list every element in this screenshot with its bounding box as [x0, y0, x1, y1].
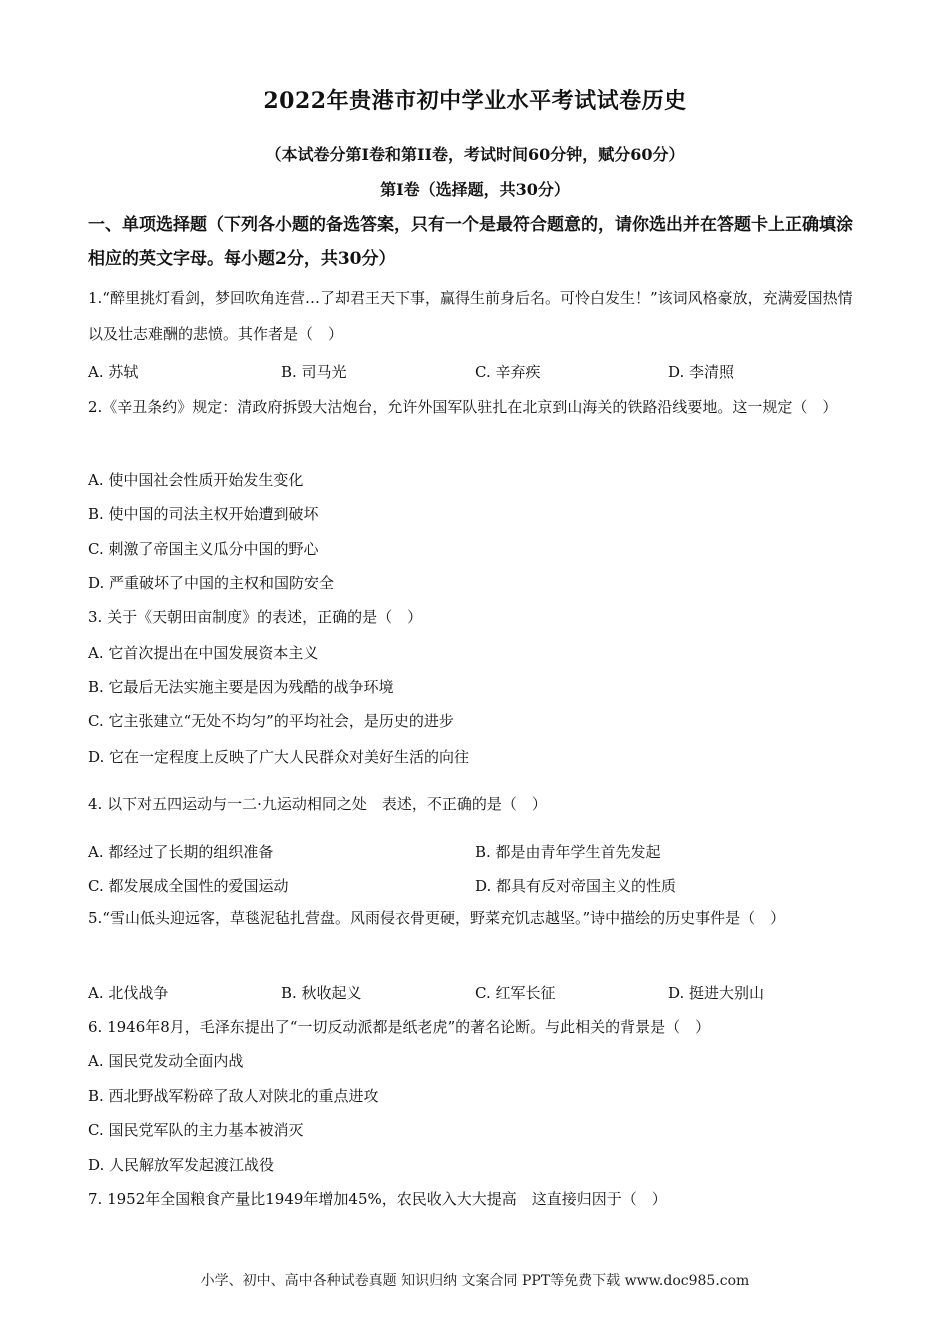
question-5-stem: 5.“雪山低头迎远客，草毯泥毡扎营盘。风雨侵衣骨更硬，野菜充饥志越坚。”诗中描绘的历史事件是（ ）: [88, 909, 786, 927]
question-3-option-b: B. 它最后无法实施主要是因为残酷的战争环境: [88, 678, 394, 696]
question-3-option-d: D. 它在一定程度上反映了广大人民群众对美好生活的向往: [88, 748, 470, 766]
section-title: 第I卷（选择题，共30分）: [380, 180, 570, 199]
question-5-option-a: A. 北伐战争: [88, 984, 169, 1002]
question-2-option-b: B. 使中国的司法主权开始遭到破坏: [88, 505, 319, 523]
question-1-stem: 1.“醉里挑灯看剑，梦回吹角连营…了却君王天下事，赢得生前身后名。可怜白发生！”该词风格豪放，充满爱国热情以及壮志难酬的悲愤。其作者是（ ）: [88, 289, 853, 343]
question-6-stem: 6. 1946年8月，毛泽东提出了“一切反动派都是纸老虎”的著名论断。与此相关的背景是（ ）: [88, 1018, 711, 1036]
question-1-option-d: D. 李清照: [668, 363, 735, 381]
question-4-option-b: B. 都是由青年学生首先发起: [475, 843, 661, 861]
exam-subtitle: （本试卷分第I卷和第II卷，考试时间60分钟，赋分60分）: [265, 145, 685, 164]
question-4-option-d: D. 都具有反对帝国主义的性质: [475, 877, 677, 895]
question-6-option-c: C. 国民党军队的主力基本被消灭: [88, 1121, 304, 1139]
question-2-stem: 2.《辛丑条约》规定：清政府拆毁大沽炮台，允许外国军队驻扎在北京到山海关的铁路沿线要地。这一规定（ ）: [88, 398, 838, 416]
page-footer: 小学、初中、高中各种试卷真题 知识归纳 文案合同 PPT等免费下载 www.doc985.com: [200, 1273, 750, 1289]
exam-title: 2022年贵港市初中学业水平考试试卷历史: [263, 88, 687, 114]
question-4-option-a: A. 都经过了长期的组织准备: [88, 843, 274, 861]
question-2-option-c: C. 刺激了帝国主义瓜分中国的野心: [88, 540, 319, 558]
question-1-option-a: A. 苏轼: [88, 363, 139, 381]
question-6-option-d: D. 人民解放军发起渡江战役: [88, 1156, 275, 1174]
question-3-option-c: C. 它主张建立“无处不均匀”的平均社会，是历史的进步: [88, 712, 454, 730]
question-3-stem: 3. 关于《天朝田亩制度》的表述，正确的是（ ）: [88, 608, 423, 626]
question-6-option-a: A. 国民党发动全面内战: [88, 1052, 244, 1070]
question-4-stem: 4. 以下对五四运动与一二·九运动相同之处 表述，不正确的是（ ）: [88, 795, 547, 813]
question-1-option-c: C. 辛弃疾: [475, 363, 541, 381]
question-4-option-c: C. 都发展成全国性的爱国运动: [88, 877, 289, 895]
question-2-option-a: A. 使中国社会性质开始发生变化: [88, 471, 304, 489]
question-2-option-d: D. 严重破坏了中国的主权和国防安全: [88, 574, 335, 592]
question-3-option-a: A. 它首次提出在中国发展资本主义: [88, 644, 319, 662]
question-1-option-b: B. 司马光: [281, 363, 347, 381]
question-7-stem: 7. 1952年全国粮食产量比1949年增加45%，农民收入大大提高 这直接归因于（ ）: [88, 1190, 667, 1208]
question-5-option-d: D. 挺进大别山: [668, 984, 765, 1002]
question-5-option-b: B. 秋收起义: [281, 984, 362, 1002]
question-6-option-b: B. 西北野战军粉碎了敌人对陕北的重点进攻: [88, 1087, 379, 1105]
section-instructions: 一、单项选择题（下列各小题的备选答案，只有一个是最符合题意的，请你选出并在答题卡上正确填涂相应的英文字母。每小题2分，共30分）: [88, 215, 853, 269]
question-5-option-c: C. 红军长征: [475, 984, 556, 1002]
